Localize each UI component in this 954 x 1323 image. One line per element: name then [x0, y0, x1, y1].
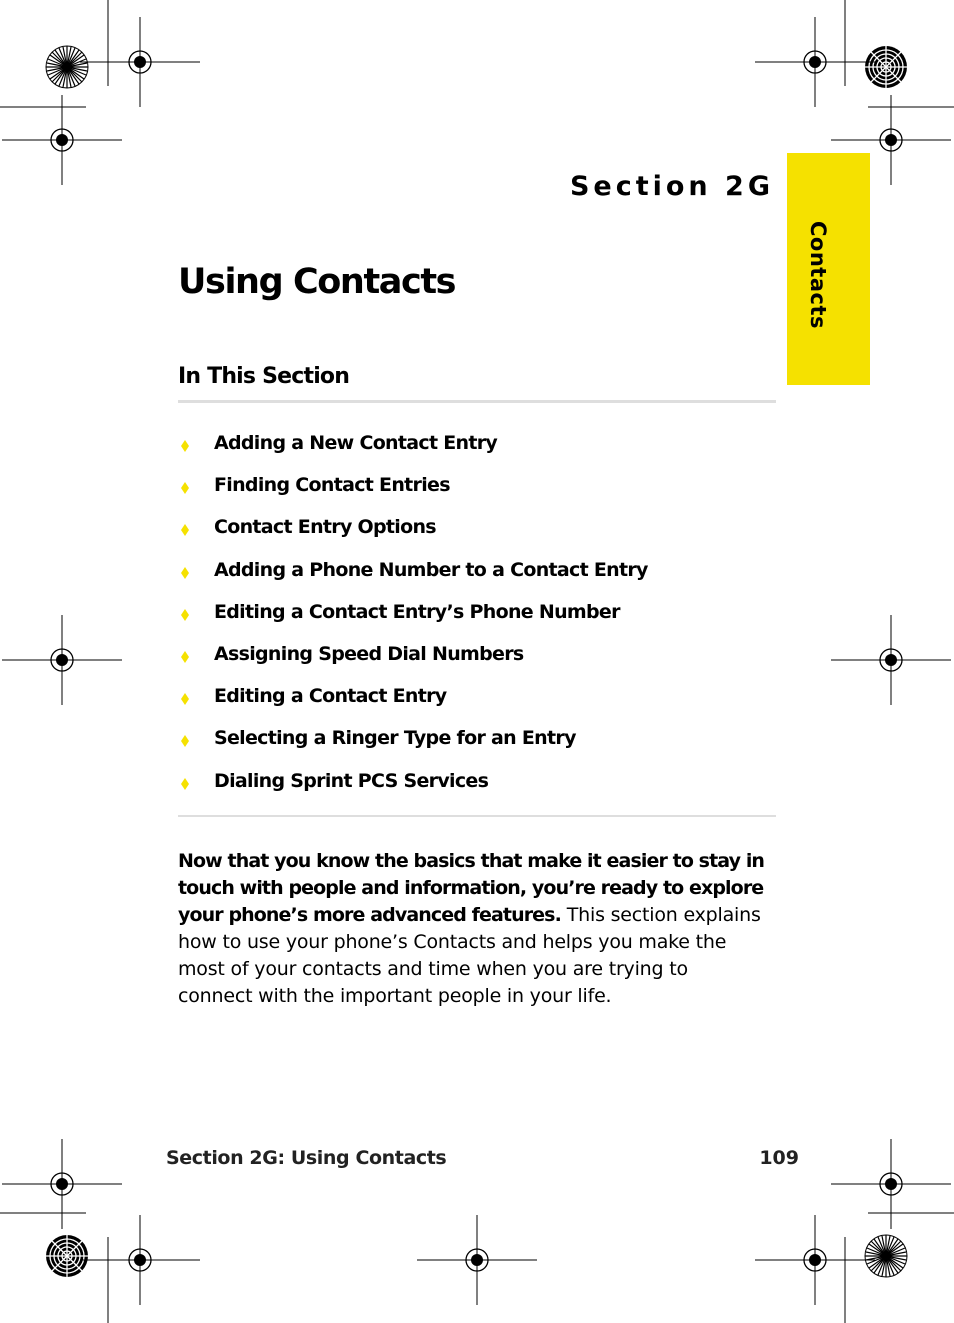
list-item — [178, 591, 778, 633]
toc-link[interactable]: Editing a Contact Entry — [214, 685, 447, 708]
diamond-bullet-icon — [179, 567, 191, 579]
thumb-tab-label: Contacts — [806, 221, 830, 329]
section-number: Section 2G — [569, 171, 774, 202]
list-item — [178, 675, 778, 717]
diamond-bullet-icon — [179, 482, 191, 494]
intro-bold-lead: Now that you know the basics that make it easier to stay in touch with people and information, you’re ready to explore your phone’s more advanced features. — [178, 850, 765, 926]
list-item — [178, 717, 778, 759]
diamond-bullet-icon — [179, 524, 191, 536]
diamond-bullet-icon — [179, 440, 191, 452]
intro-body: This section explains how to use your phone’s Contacts and helps you make the most of your contacts and time when you are trying to connect with the important people in your life. — [178, 904, 761, 1007]
toc-link[interactable]: Editing a Contact Entry’s Phone Number — [214, 600, 620, 623]
toc-link[interactable]: Adding a Phone Number to a Contact Entry — [214, 558, 648, 581]
toc-link[interactable]: Selecting a Ringer Type for an Entry — [214, 727, 576, 750]
in-this-section-heading: In This Section — [178, 364, 350, 389]
toc-link[interactable]: Adding a New Contact Entry — [214, 432, 498, 455]
list-item — [178, 464, 778, 506]
top-divider — [178, 400, 776, 403]
toc-link[interactable]: Assigning Speed Dial Numbers — [214, 643, 524, 666]
toc-link[interactable]: Contact Entry Options — [214, 516, 436, 539]
footer-section-title: Section 2G: Using Contacts — [166, 1147, 447, 1169]
diamond-bullet-icon — [179, 735, 191, 747]
diamond-bullet-icon — [179, 778, 191, 790]
intro-paragraph — [178, 848, 768, 1010]
section-contents-list — [178, 422, 778, 802]
page-number: 109 — [759, 1147, 799, 1169]
toc-link[interactable]: Finding Contact Entries — [214, 474, 450, 497]
diamond-bullet-icon — [179, 609, 191, 621]
list-item — [178, 506, 778, 548]
bottom-divider — [178, 815, 776, 817]
diamond-bullet-icon — [179, 693, 191, 705]
diamond-bullet-icon — [179, 651, 191, 663]
list-item — [178, 422, 778, 464]
list-item — [178, 633, 778, 675]
page-title: Using Contacts — [178, 262, 456, 302]
list-item — [178, 549, 778, 591]
list-item — [178, 760, 778, 802]
toc-link[interactable]: Dialing Sprint PCS Services — [214, 769, 489, 792]
